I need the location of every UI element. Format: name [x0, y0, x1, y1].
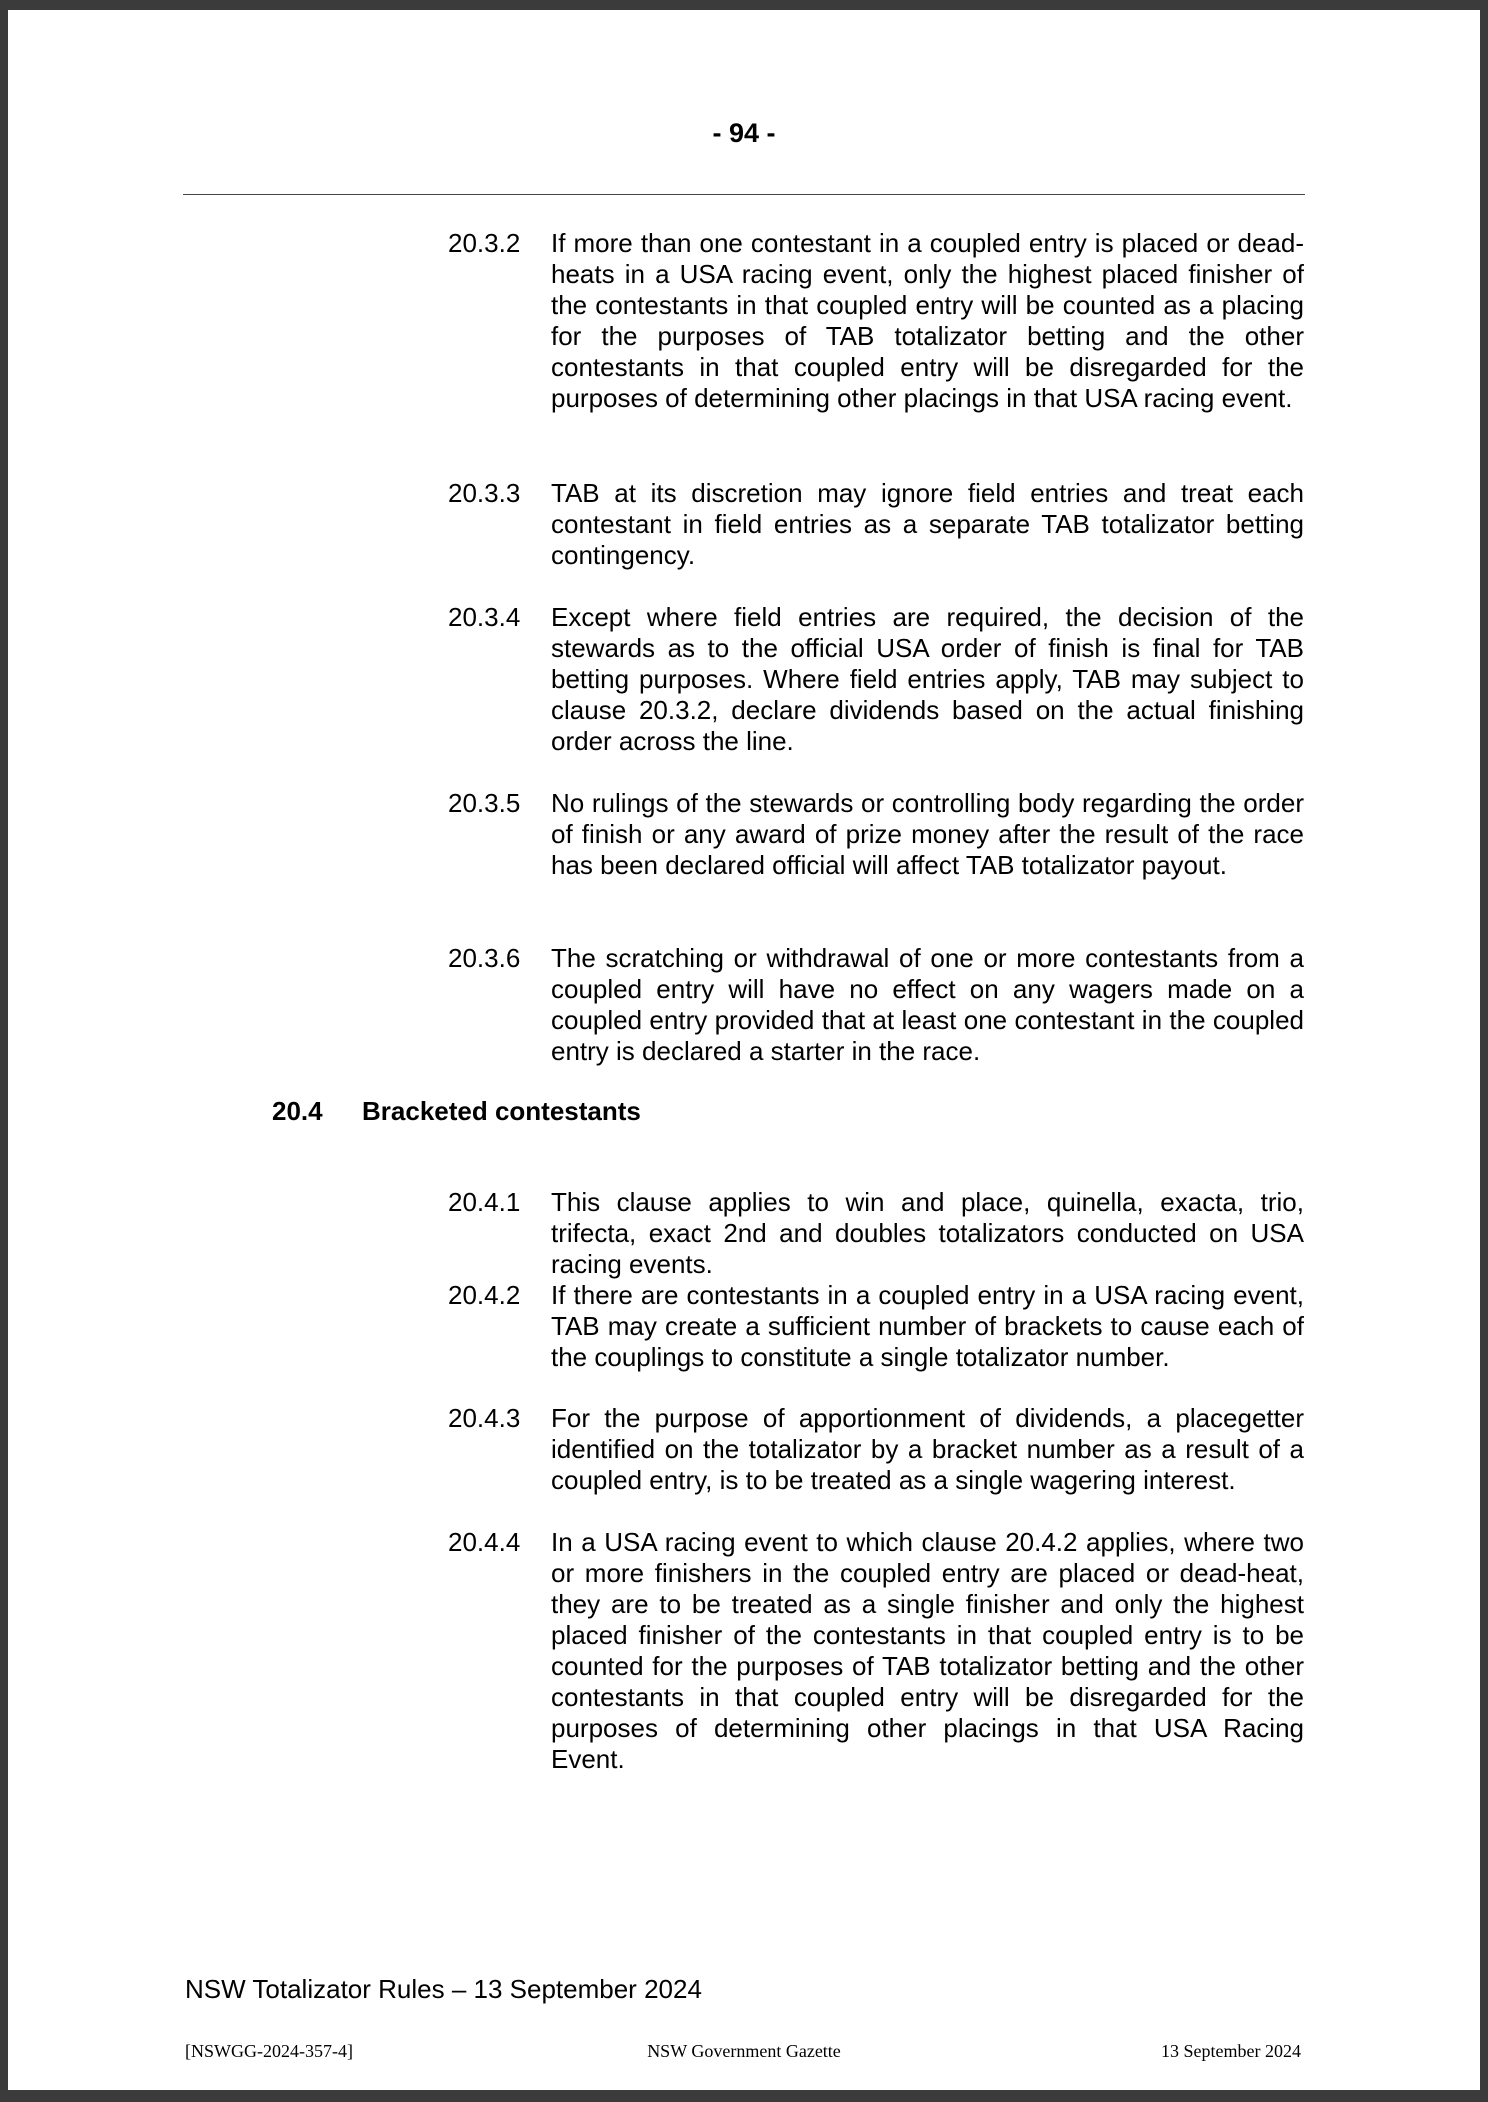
clause-number: 20.4.3 — [448, 1403, 521, 1433]
clause-number: 20.3.2 — [448, 228, 521, 258]
header-divider — [183, 194, 1305, 195]
clause-20-3-4 — [448, 602, 1304, 757]
clause-text: If there are contestants in a coupled entry in a USA racing event, TAB may create a sufficient number of brackets to cause each of the couplings to constitute a single totalizator number. — [551, 1280, 1304, 1372]
clause-20-4-2 — [448, 1280, 1304, 1373]
clause-number: 20.4.2 — [448, 1280, 521, 1310]
footer-title: NSW Totalizator Rules – 13 September 2024 — [185, 1974, 702, 2004]
clause-number: 20.3.5 — [448, 788, 521, 818]
clause-20-3-2 — [448, 228, 1304, 414]
clause-text: If more than one contestant in a coupled entry is placed or dead- heats in a USA racing event, only the highest placed finisher of the contestants in that coupled entry will be counted as a placing for the purposes of TAB totalizator betting and the other contestants in that coupled entry will be disregarded for the purposes of determining other placings in that USA racing event. — [551, 228, 1304, 413]
section-title: Bracketed contestants — [362, 1096, 641, 1126]
section-number: 20.4 — [272, 1096, 323, 1126]
gazette-date: 13 September 2024 — [1161, 2041, 1301, 2061]
clause-20-3-3 — [448, 478, 1304, 571]
clause-text: In a USA racing event to which clause 20.4.2 applies, where two or more finishers in the coupled entry are placed or dead-heat, they are to be treated as a single finisher and only the highest placed finisher of the contestants in that coupled entry is to be counted for the purposes of TAB totalizator betting and the other contestants in that coupled entry will be disregarded for the purposes of determining other placings in that USA Racing Event. — [551, 1527, 1304, 1774]
gazette-reference: [NSWGG-2024-357-4] — [185, 2041, 353, 2061]
clause-text: For the purpose of apportionment of dividends, a placegetter identified on the totalizator by a bracket number as a result of a coupled entry, is to be treated as a single wagering interest. — [551, 1403, 1304, 1495]
clause-20-3-5 — [448, 788, 1304, 881]
clause-20-4-1 — [448, 1187, 1304, 1280]
clause-text: This clause applies to win and place, quinella, exacta, trio, trifecta, exact 2nd and doubles totalizators conducted on USA racing events. — [551, 1187, 1304, 1279]
clause-text: Except where field entries are required, the decision of the stewards as to the official USA order of finish is final for TAB betting purposes. Where field entries apply, TAB may subject to clause 20.3.2, declare dividends based on the actual finishing order across the line. — [551, 602, 1304, 756]
clause-20-4-3 — [448, 1403, 1304, 1496]
clause-number: 20.3.3 — [448, 478, 521, 508]
clause-text: TAB at its discretion may ignore field entries and treat each contestant in field entries as a separate TAB totalizator betting contingency. — [551, 478, 1304, 570]
clause-number: 20.4.4 — [448, 1527, 521, 1557]
clause-number: 20.4.1 — [448, 1187, 521, 1217]
page-number: - 94 - — [712, 118, 776, 148]
clause-text: No rulings of the stewards or controlling body regarding the order of finish or any award of prize money after the result of the race has been declared official will affect TAB totalizator payout. — [551, 788, 1304, 880]
clause-20-4-4 — [448, 1527, 1304, 1775]
clause-number: 20.3.6 — [448, 943, 521, 973]
clause-text: The scratching or withdrawal of one or more contestants from a coupled entry will have no effect on any wagers made on a coupled entry provided that at least one contestant in the coupled entry is declared a starter in the race. — [551, 943, 1304, 1066]
section-heading — [272, 1096, 641, 1127]
clause-number: 20.3.4 — [448, 602, 521, 632]
gazette-publication: NSW Government Gazette — [647, 2041, 841, 2061]
clause-20-3-6 — [448, 943, 1304, 1067]
